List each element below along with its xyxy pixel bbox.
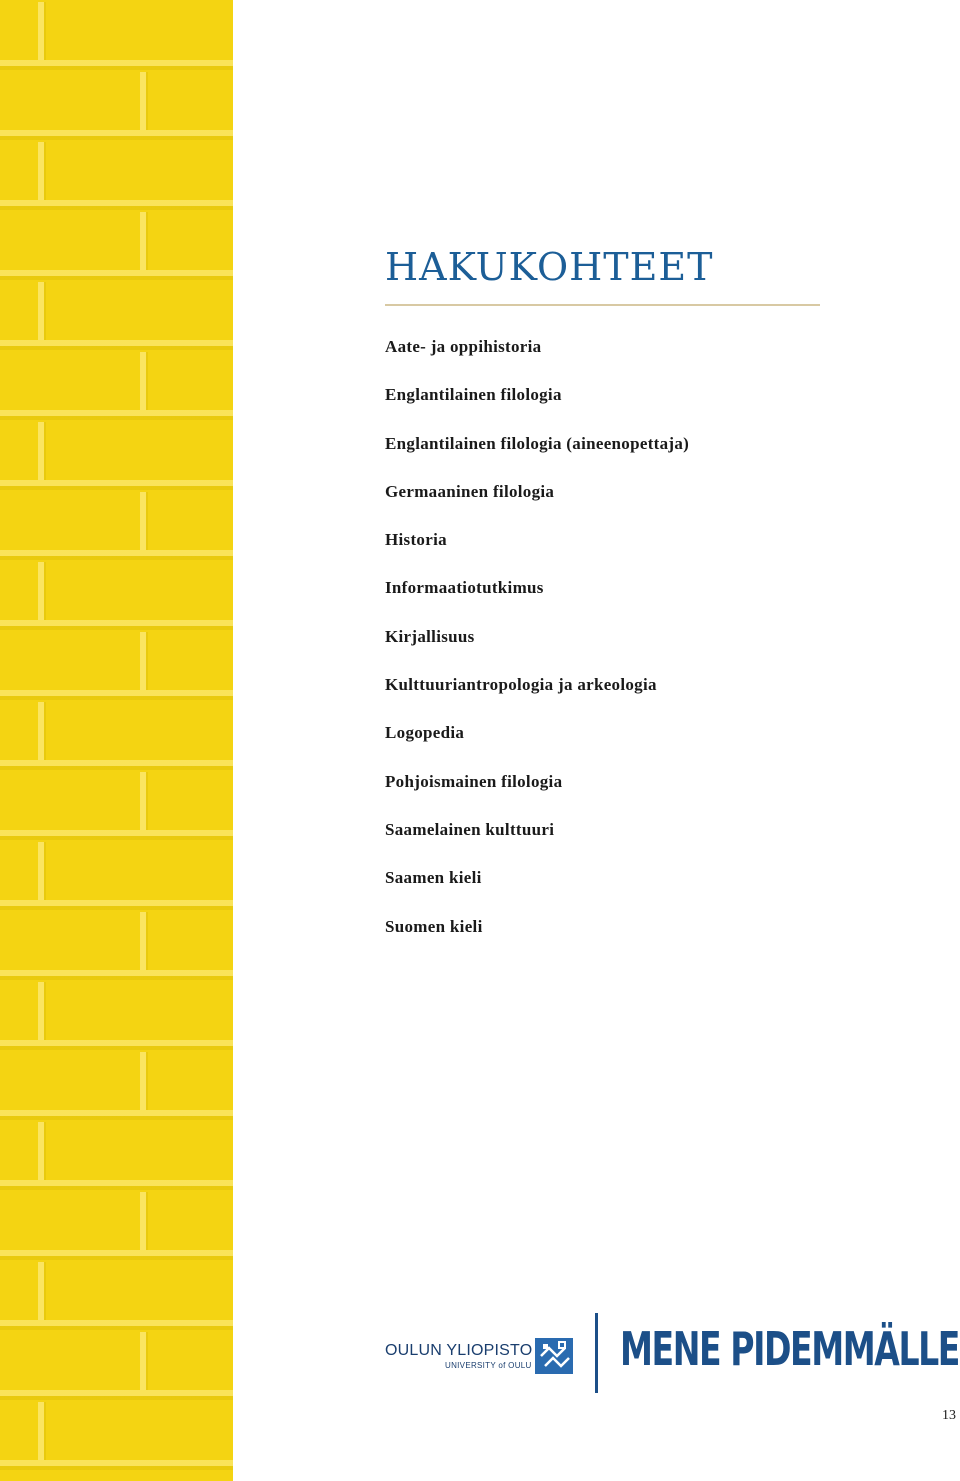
brick-joint (140, 352, 146, 410)
brick-joint (38, 2, 44, 60)
university-logo (385, 1342, 575, 1382)
brick-joint (38, 1402, 44, 1460)
page-number: 13 (942, 1408, 956, 1423)
list-item: Germaaninen filologia (385, 481, 555, 501)
brick-joint (140, 212, 146, 270)
page-title: HAKUKOHTEET (385, 245, 714, 289)
brick-joint (140, 1052, 146, 1110)
list-item: Pohjoismainen filologia (385, 771, 563, 791)
brick-joint (38, 562, 44, 620)
list-item: Kirjallisuus (385, 626, 475, 646)
footer-divider (595, 1313, 598, 1393)
program-list (385, 336, 689, 964)
brick-joint (38, 982, 44, 1040)
title-divider (385, 304, 820, 306)
list-item: Kulttuuriantropologia ja arkeologia (385, 675, 657, 695)
brick-joint (38, 702, 44, 760)
slogan: MENE PIDEMMÄLLE (620, 1322, 959, 1376)
list-item: Historia (385, 530, 447, 550)
brick-joint (140, 632, 146, 690)
brick-joint (38, 1262, 44, 1320)
brick-joint (140, 72, 146, 130)
list-item: Aate- ja oppihistoria (385, 337, 542, 356)
list-item: Englantilainen filologia (aineenopettaja) (385, 433, 690, 453)
list-item: Logopedia (385, 723, 465, 743)
list-item: Saamen kieli (385, 868, 482, 888)
list-item: Englantilainen filologia (385, 385, 562, 405)
yellow-brick-wall-image (0, 0, 233, 1481)
list-item: Suomen kieli (385, 916, 483, 936)
brick-joint (140, 492, 146, 550)
brick-joint (38, 142, 44, 200)
brick-joint (140, 1192, 146, 1250)
university-logo-subtitle: UNIVERSITY of OULU (445, 1361, 532, 1370)
brick-joint (38, 1122, 44, 1180)
university-logo-name: OULUN YLIOPISTO (385, 1342, 533, 1359)
brick-joint (140, 772, 146, 830)
brick-joint (38, 422, 44, 480)
brick-joint (140, 1332, 146, 1390)
brick-joint (38, 842, 44, 900)
list-item: Saamelainen kulttuuri (385, 819, 555, 839)
list-item: Informaatiotutkimus (385, 578, 544, 598)
brick-joint (140, 912, 146, 970)
brick-joint (38, 282, 44, 340)
university-emblem-icon (535, 1336, 575, 1376)
